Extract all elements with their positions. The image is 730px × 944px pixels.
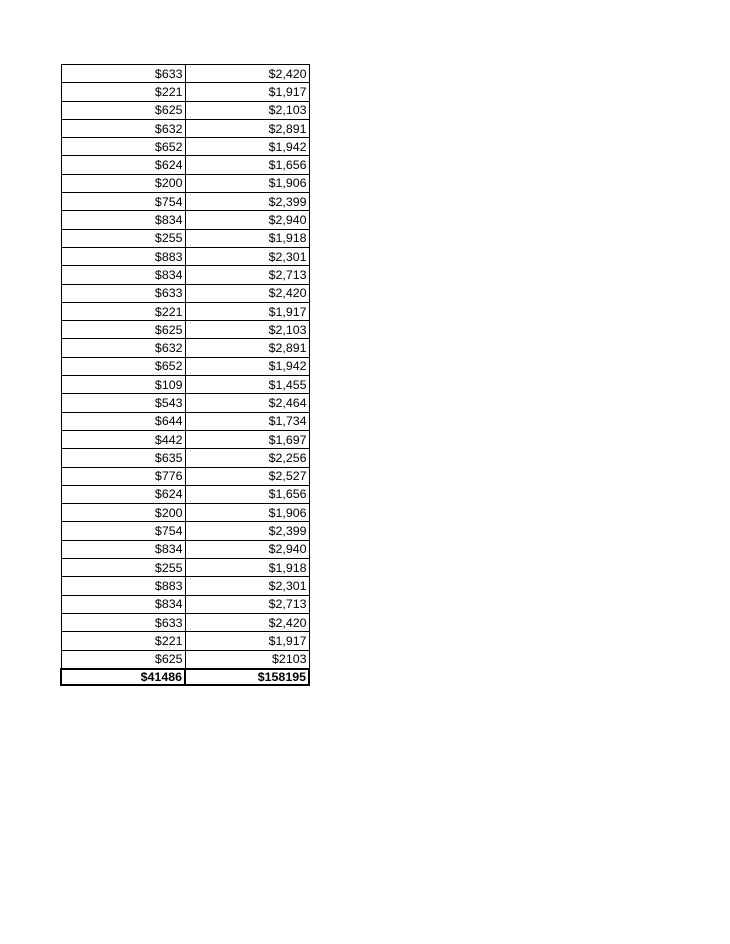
cell-col1[interactable]: $221 xyxy=(61,83,185,101)
cell-col2[interactable]: $2,891 xyxy=(185,119,309,137)
cell-col1[interactable]: $221 xyxy=(61,632,185,650)
cell-col2[interactable]: $1,917 xyxy=(185,83,309,101)
table-row xyxy=(61,357,309,375)
cell-col2[interactable]: $1,734 xyxy=(185,412,309,430)
table-row xyxy=(61,485,309,503)
cell-col2[interactable]: $1,697 xyxy=(185,430,309,448)
spreadsheet-page xyxy=(60,64,308,686)
table-row xyxy=(61,247,309,265)
cell-col2[interactable]: $2,713 xyxy=(185,595,309,613)
cell-col1[interactable]: $633 xyxy=(61,613,185,631)
table-row xyxy=(61,284,309,302)
cell-col2[interactable]: $2103 xyxy=(185,650,309,669)
cell-col1[interactable]: $776 xyxy=(61,467,185,485)
cell-col2[interactable]: $1,917 xyxy=(185,632,309,650)
cell-col1[interactable]: $442 xyxy=(61,430,185,448)
cell-col1[interactable]: $255 xyxy=(61,559,185,577)
table-row xyxy=(61,412,309,430)
table-row xyxy=(61,211,309,229)
cell-col2[interactable]: $2,301 xyxy=(185,247,309,265)
cell-col1[interactable]: $109 xyxy=(61,376,185,394)
cell-col1[interactable]: $625 xyxy=(61,321,185,339)
table-row xyxy=(61,119,309,137)
table-row xyxy=(61,376,309,394)
table-row xyxy=(61,595,309,613)
cell-col1[interactable]: $221 xyxy=(61,302,185,320)
cell-col1[interactable]: $644 xyxy=(61,412,185,430)
cell-col1[interactable]: $635 xyxy=(61,449,185,467)
cell-col2[interactable]: $2,103 xyxy=(185,321,309,339)
table-row xyxy=(61,430,309,448)
cell-col1[interactable]: $652 xyxy=(61,138,185,156)
total-col1[interactable]: $41486 xyxy=(61,669,185,685)
cell-col2[interactable]: $1,917 xyxy=(185,302,309,320)
cell-col2[interactable]: $2,420 xyxy=(185,284,309,302)
data-table xyxy=(60,64,310,686)
table-row xyxy=(61,174,309,192)
cell-col2[interactable]: $2,527 xyxy=(185,467,309,485)
cell-col1[interactable]: $255 xyxy=(61,229,185,247)
cell-col1[interactable]: $543 xyxy=(61,394,185,412)
table-row xyxy=(61,577,309,595)
table-row xyxy=(61,449,309,467)
cell-col2[interactable]: $1,918 xyxy=(185,559,309,577)
cell-col1[interactable]: $633 xyxy=(61,65,185,83)
cell-col1[interactable]: $200 xyxy=(61,504,185,522)
table-row xyxy=(61,266,309,284)
table-body xyxy=(61,65,309,685)
table-row xyxy=(61,559,309,577)
cell-col2[interactable]: $2,399 xyxy=(185,193,309,211)
table-row xyxy=(61,321,309,339)
cell-col1[interactable]: $652 xyxy=(61,357,185,375)
table-row xyxy=(61,302,309,320)
cell-col1[interactable]: $633 xyxy=(61,284,185,302)
cell-col2[interactable]: $1,918 xyxy=(185,229,309,247)
cell-col1[interactable]: $200 xyxy=(61,174,185,192)
total-col2[interactable]: $158195 xyxy=(185,669,309,685)
cell-col2[interactable]: $1,942 xyxy=(185,138,309,156)
table-row xyxy=(61,83,309,101)
cell-col2[interactable]: $2,256 xyxy=(185,449,309,467)
table-row xyxy=(61,65,309,83)
cell-col2[interactable]: $2,940 xyxy=(185,540,309,558)
cell-col2[interactable]: $1,656 xyxy=(185,485,309,503)
cell-col2[interactable]: $1,906 xyxy=(185,174,309,192)
table-row xyxy=(61,394,309,412)
cell-col2[interactable]: $2,103 xyxy=(185,101,309,119)
cell-col1[interactable]: $754 xyxy=(61,193,185,211)
cell-col1[interactable]: $834 xyxy=(61,266,185,284)
cell-col1[interactable]: $624 xyxy=(61,156,185,174)
cell-col2[interactable]: $2,399 xyxy=(185,522,309,540)
table-row xyxy=(61,193,309,211)
cell-col2[interactable]: $2,891 xyxy=(185,339,309,357)
cell-col1[interactable]: $632 xyxy=(61,339,185,357)
totals-row xyxy=(61,669,309,685)
table-row xyxy=(61,632,309,650)
cell-col2[interactable]: $2,464 xyxy=(185,394,309,412)
cell-col1[interactable]: $754 xyxy=(61,522,185,540)
table-row xyxy=(61,229,309,247)
cell-col2[interactable]: $1,942 xyxy=(185,357,309,375)
cell-col1[interactable]: $625 xyxy=(61,101,185,119)
cell-col1[interactable]: $632 xyxy=(61,119,185,137)
table-row xyxy=(61,339,309,357)
table-row xyxy=(61,138,309,156)
table-row xyxy=(61,504,309,522)
table-row xyxy=(61,613,309,631)
cell-col2[interactable]: $1,455 xyxy=(185,376,309,394)
table-row xyxy=(61,156,309,174)
cell-col1[interactable]: $624 xyxy=(61,485,185,503)
cell-col2[interactable]: $2,301 xyxy=(185,577,309,595)
cell-col2[interactable]: $1,656 xyxy=(185,156,309,174)
cell-col1[interactable]: $834 xyxy=(61,540,185,558)
cell-col2[interactable]: $2,940 xyxy=(185,211,309,229)
cell-col2[interactable]: $2,420 xyxy=(185,613,309,631)
cell-col1[interactable]: $883 xyxy=(61,247,185,265)
table-row xyxy=(61,467,309,485)
cell-col1[interactable]: $883 xyxy=(61,577,185,595)
cell-col2[interactable]: $2,713 xyxy=(185,266,309,284)
table-row xyxy=(61,540,309,558)
cell-col1[interactable]: $834 xyxy=(61,211,185,229)
table-row xyxy=(61,101,309,119)
cell-col1[interactable]: $625 xyxy=(61,650,185,669)
cell-col2[interactable]: $1,906 xyxy=(185,504,309,522)
cell-col1[interactable]: $834 xyxy=(61,595,185,613)
table-row xyxy=(61,522,309,540)
cell-col2[interactable]: $2,420 xyxy=(185,65,309,83)
table-row xyxy=(61,650,309,669)
